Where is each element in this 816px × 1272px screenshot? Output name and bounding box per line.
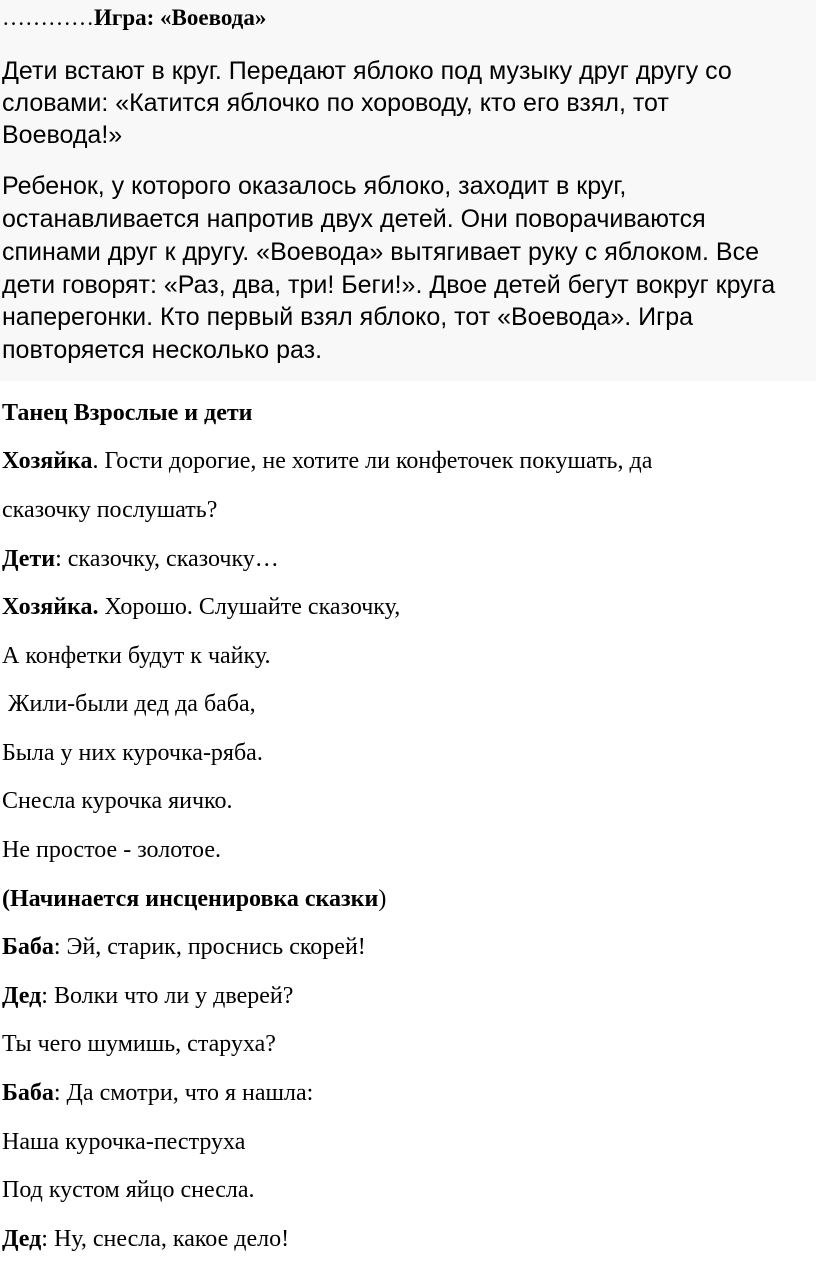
line-text: Снесла курочка яичко. — [2, 788, 233, 814]
game-title-line — [2, 3, 266, 33]
line-text: Была у них курочка-ряба. — [2, 740, 263, 766]
game-paragraph-1-line-2: словами: «Катится яблочко по хороводу, кто его взял, тот — [2, 89, 669, 117]
script-line — [2, 1127, 245, 1157]
line-text: Наша курочка-пеструха — [2, 1129, 246, 1155]
speaker-name: Баба — [2, 1080, 54, 1106]
line-text: : сказочку, сказочку… — [55, 546, 279, 572]
game-paragraph-2-line-6: повторяется несколько раз. — [2, 336, 323, 364]
dance-heading-text: Танец Взрослые и дети — [2, 400, 253, 426]
script-line — [2, 1175, 254, 1205]
line-text: А конфетки будут к чайку. — [2, 643, 271, 669]
script-line — [2, 932, 366, 962]
line-text: Хорошо. Слушайте сказочку, — [98, 594, 401, 620]
script-line — [2, 592, 400, 622]
game-paragraph-1-line-3: Воевода!» — [2, 121, 123, 149]
line-text: : Да смотри, что я нашла: — [53, 1080, 314, 1106]
speaker-name: Дед — [2, 1226, 42, 1252]
line-text: Ты чего шумишь, старуха? — [2, 1031, 276, 1057]
game-paragraph-1-line-1: Дети встают в круг. Передают яблоко под музыку друг другу со — [2, 57, 732, 85]
game-paragraph-2-line-2: останавливается напротив двух детей. Они поворачиваются — [2, 205, 706, 233]
dance-heading — [2, 398, 252, 428]
speaker-name: Хозяйка — [2, 448, 93, 474]
script-line — [2, 544, 279, 574]
line-text: : Волки что ли у дверей? — [41, 983, 294, 1009]
stage-direction-close: ) — [378, 886, 387, 912]
script-line — [2, 786, 233, 816]
script-line — [2, 495, 217, 525]
game-paragraph-2-line-1: Ребенок, у которого оказалось яблоко, заходит в круг, — [2, 172, 627, 200]
line-text: : Ну, снесла, какое дело! — [41, 1226, 290, 1252]
game-paragraph-2-line-4: дети говорят: «Раз, два, три! Беги!». Двое детей бегут вокруг круга — [2, 271, 776, 299]
line-text: Под кустом яйцо снесла. — [2, 1177, 255, 1203]
script-line — [2, 641, 270, 671]
script-line — [2, 689, 256, 719]
speaker-name: Хозяйка. — [2, 594, 99, 620]
speaker-name: Дети — [2, 546, 56, 572]
line-text: . Гости дорогие, не хотите ли конфеточек покушать, да — [92, 448, 653, 474]
stage-direction-text: (Начинается инсценировка сказки — [2, 886, 379, 912]
game-title: Игра: «Воевода» — [94, 5, 267, 30]
line-text: сказочку послушать? — [2, 497, 218, 523]
script-line — [2, 1029, 276, 1059]
script-line — [2, 835, 221, 865]
game-section — [0, 0, 816, 381]
script-line — [2, 1078, 313, 1108]
speaker-name: Баба — [2, 934, 54, 960]
game-paragraph-2-line-5: наперегонки. Кто первый взял яблоко, тот «Воевода». Игра — [2, 303, 694, 331]
script-line — [2, 738, 263, 768]
title-dots: ………… — [2, 5, 94, 30]
line-text: Жили-были дед да баба, — [2, 691, 256, 717]
speaker-name: Дед — [2, 983, 42, 1009]
line-text: : Эй, старик, проснись скорей! — [53, 934, 366, 960]
script-line — [2, 446, 652, 476]
script-line — [2, 1224, 289, 1254]
line-text: Не простое - золотое. — [2, 837, 221, 863]
script-line — [2, 981, 293, 1011]
game-paragraph-2-line-3: спинами друг к другу. «Воевода» вытягивает руку с яблоком. Все — [2, 238, 759, 266]
stage-direction — [2, 884, 386, 914]
